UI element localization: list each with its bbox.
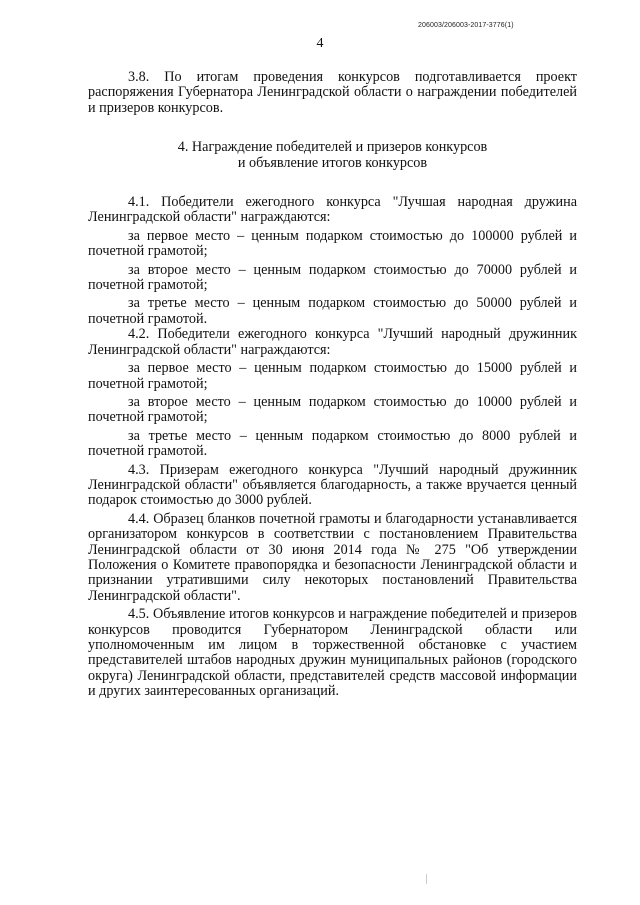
paragraph-4-3: 4.3. Призерам ежегодного конкурса "Лучший народный дружинник Ленинградской области" объявляется благодарность, а также вручается ценный подарок стоимостью до 3000 рублей. — [88, 461, 577, 509]
section-4-heading-line2: и объявление итогов конкурсов — [237, 154, 428, 171]
paragraph-4-1: 4.1. Победители ежегодного конкурса "Лучшая народная дружина Ленинградской области" награждаются: — [88, 194, 577, 226]
paragraph-4-2-third-place: за третье место – ценным подарком стоимостью до 8000 рублей и почетной грамотой. — [88, 427, 577, 460]
document-body — [88, 70, 577, 700]
scan-artifact-mark — [426, 874, 427, 884]
section-4-heading — [88, 140, 577, 171]
paragraph-3-8: 3.8. По итогам проведения конкурсов подготавливается проект распоряжения Губернатора Ленинградской области о награждении победителей и призеров конкурсов. — [88, 69, 577, 116]
section-4-heading-line1: 4. Награждение победителей и призеров конкурсов — [177, 139, 488, 156]
paragraph-4-4: 4.4. Образец бланков почетной грамоты и благодарности устанавливается организатором конкурсов в соответствии с постановлением Правительства Ленинградской области от 30 июня 2014 года № 275 "Об утверждении Положения о Комитете правопорядка и безопасности Ленинградской области и признании утратившими силу некоторых постановлений Правительства Ленинградской области". — [88, 510, 577, 604]
paragraph-4-1-first-place: за первое место – ценным подарком стоимостью до 100000 рублей и почетной грамотой; — [88, 227, 577, 260]
paragraph-4-5: 4.5. Объявление итогов конкурсов и награждение победителей и призеров конкурсов проводится Губернатором Ленинградской области или уполномоченным им лицом в торжественной обстановке с участием представителей штабов народных дружин муниципальных районов (городского округа) Ленинградской области, представителей средств массовой информации и других заинтересованных организаций. — [88, 606, 577, 700]
paragraph-4-2-second-place: за второе место – ценным подарком стоимостью до 10000 рублей и почетной грамотой; — [88, 393, 577, 426]
paragraph-4-2: 4.2. Победители ежегодного конкурса "Лучший народный дружинник Ленинградской области" награждаются: — [88, 326, 577, 358]
paragraph-4-2-first-place: за первое место – ценным подарком стоимостью до 15000 рублей и почетной грамотой; — [88, 360, 577, 392]
paragraph-4-1-second-place: за второе место – ценным подарком стоимостью до 70000 рублей и почетной грамотой; — [88, 261, 577, 294]
paragraph-4-1-third-place: за третье место – ценным подарком стоимостью до 50000 рублей и почетной грамотой. — [88, 295, 577, 327]
document-id: 206003/206003-2017-3776(1) — [418, 22, 514, 29]
page-number: 4 — [316, 36, 324, 51]
